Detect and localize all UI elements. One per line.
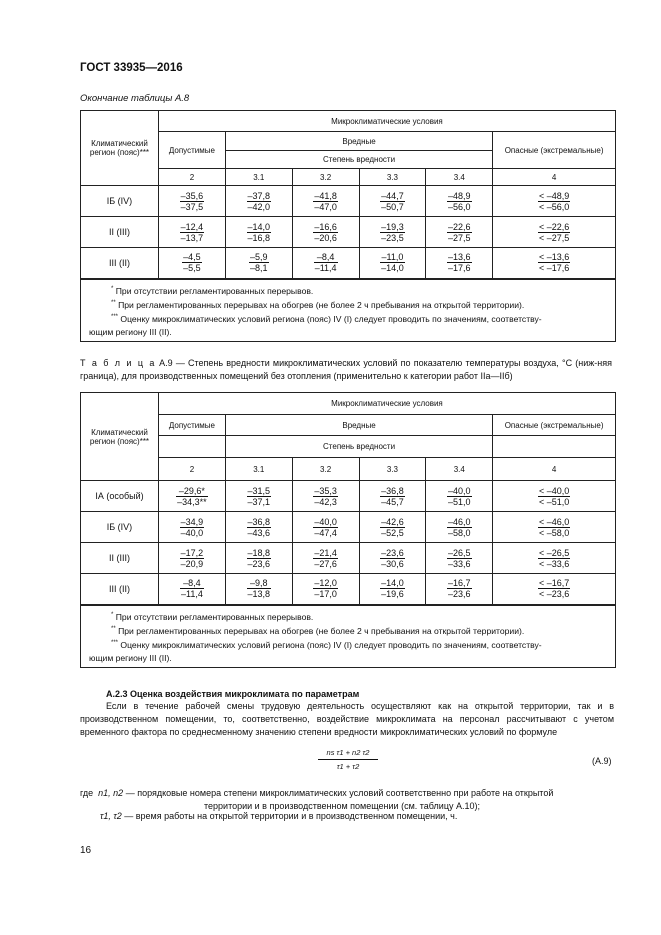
note-1: При отсутствии регламентированных перерывов. xyxy=(115,611,314,622)
table-row xyxy=(81,543,616,574)
value-cell xyxy=(225,186,292,217)
col-num: 3.1 xyxy=(225,169,292,186)
value-lower: –52,5 xyxy=(381,527,404,538)
value-cell xyxy=(359,217,426,248)
value-upper: –48,9 xyxy=(448,190,471,201)
row-label: III (II) xyxy=(81,574,159,605)
value-upper: –16,7 xyxy=(448,578,471,589)
value-lower: < –17,6 xyxy=(538,263,570,274)
value-lower: –37,1 xyxy=(247,496,271,507)
note-2: При регламентированных перерывах на обогрев (не более 2 ч пребывания на открытой территории). xyxy=(118,299,525,310)
where-def-2: — время работы на открытой территории и в производственном помещении, ч. xyxy=(124,811,458,821)
value-lower: –47,0 xyxy=(314,201,337,212)
value-lower: –17,6 xyxy=(448,263,471,274)
value-upper: –36,8 xyxy=(381,485,404,496)
value-cell xyxy=(158,543,225,574)
note-3: Оценку микроклиматических условий региона (пояс) IV (I) следует проводить по значениям, соответству- xyxy=(120,640,542,651)
row-label: IБ (IV) xyxy=(81,512,159,543)
danger-header: Опасные (экстремальные) xyxy=(493,415,616,436)
value-cell xyxy=(493,543,616,574)
table-row xyxy=(81,574,616,605)
value-lower: –51,0 xyxy=(448,496,471,507)
value-lower: –50,7 xyxy=(381,201,404,212)
value-lower: –20,9 xyxy=(180,558,204,569)
value-upper: –12,0 xyxy=(314,578,337,589)
number-row xyxy=(81,169,616,186)
value-upper: –11,0 xyxy=(381,252,404,263)
value-upper: –26,5 xyxy=(448,547,471,558)
value-upper: < –48,9 xyxy=(538,190,570,201)
value-cell xyxy=(426,543,493,574)
value-cell xyxy=(158,217,225,248)
value-lower: –30,6 xyxy=(381,558,404,569)
value-cell xyxy=(292,248,359,279)
value-upper: –40,0 xyxy=(448,485,471,496)
value-upper: –4,5 xyxy=(183,252,201,263)
value-upper: –12,4 xyxy=(180,221,204,232)
value-lower: –14,0 xyxy=(381,263,404,274)
note-1: При отсутствии регламентированных перерывов. xyxy=(115,285,314,296)
value-upper: < –22,6 xyxy=(538,221,570,232)
value-upper: –34,9 xyxy=(180,516,204,527)
value-upper: –29,6* xyxy=(176,486,208,497)
value-lower: < –23,6 xyxy=(538,589,570,600)
danger-header: Опасные (экстремальные) xyxy=(493,132,616,169)
value-lower: –43,6 xyxy=(247,527,271,538)
value-lower: –13,7 xyxy=(180,232,204,243)
page-number: 16 xyxy=(80,845,92,856)
note-2: При регламентированных перерывах на обогрев (не более 2 ч пребывания на открытой территории). xyxy=(118,625,525,636)
row-label: III (II) xyxy=(81,248,159,279)
row-label: II (III) xyxy=(81,543,159,574)
value-upper: –17,2 xyxy=(180,547,204,558)
table-notes: * При отсутствии регламентированных перерывов. ** При регламентированных перерывах на обогрев (не более 2 ч пребывания на открытой территории). *** Оценку микроклиматических условий региона (пояс) IV (I) следует проводить по значениям, соответству- ющим региону III (II). xyxy=(81,279,616,342)
value-cell xyxy=(426,481,493,512)
value-upper: –16,6 xyxy=(314,221,337,232)
value-cell xyxy=(292,512,359,543)
table-row xyxy=(81,481,616,512)
col-num: 3.2 xyxy=(292,458,359,481)
col-num: 3.1 xyxy=(225,458,292,481)
col-num: 4 xyxy=(493,458,616,481)
where-line-2 xyxy=(100,811,457,821)
value-upper: –8,4 xyxy=(180,578,204,589)
row-label: IА (особый) xyxy=(81,481,159,512)
value-cell xyxy=(493,481,616,512)
where-def-1: — порядковые номера степени микроклиматических условий соответственно при работе на открытой xyxy=(125,788,554,798)
value-lower: –13,8 xyxy=(247,589,271,600)
value-upper: –31,5 xyxy=(247,485,271,496)
value-cell xyxy=(225,217,292,248)
value-lower: < –33,6 xyxy=(538,558,570,569)
table-row xyxy=(81,248,616,279)
region-header: Климатический регион (пояс)*** xyxy=(81,111,159,186)
value-lower: –20,6 xyxy=(314,232,337,243)
value-lower: < –56,0 xyxy=(538,201,570,212)
where-terms-1: n1, n2 xyxy=(98,788,124,798)
value-lower: –42,0 xyxy=(247,201,271,212)
col-num: 2 xyxy=(158,169,225,186)
col-num: 2 xyxy=(158,458,225,481)
caption-lead: Т а б л и ц а xyxy=(80,358,156,368)
value-lower: < –58,0 xyxy=(538,527,570,538)
value-cell xyxy=(225,481,292,512)
value-upper: –35,3 xyxy=(314,485,337,496)
value-upper: < –40,0 xyxy=(538,485,570,496)
value-cell xyxy=(359,481,426,512)
value-cell xyxy=(426,186,493,217)
value-cell xyxy=(426,574,493,605)
empty-cell xyxy=(493,436,616,458)
value-lower: –11,4 xyxy=(180,589,203,600)
col-num: 4 xyxy=(493,169,616,186)
degree-header: Степень вредности xyxy=(225,436,492,458)
value-lower: –34,3** xyxy=(177,496,207,507)
formula-numerator: ns τ1 + n2 τ2 xyxy=(318,748,378,760)
allowed-header: Допустимые xyxy=(158,415,225,436)
value-lower: –19,6 xyxy=(381,589,404,600)
value-cell xyxy=(359,186,426,217)
value-cell xyxy=(493,512,616,543)
table-row xyxy=(81,186,616,217)
value-upper: –46,0 xyxy=(448,516,471,527)
value-cell xyxy=(292,574,359,605)
row-label: II (III) xyxy=(81,217,159,248)
value-lower: –17,0 xyxy=(314,589,337,600)
value-upper: –21,4 xyxy=(314,547,337,558)
note-3: Оценку микроклиматических условий региона (пояс) IV (I) следует проводить по значениям, соответству- xyxy=(120,314,542,325)
value-lower: –58,0 xyxy=(448,527,471,538)
value-cell xyxy=(158,481,225,512)
table-row xyxy=(81,217,616,248)
value-lower: –8,1 xyxy=(250,263,268,274)
value-cell xyxy=(292,543,359,574)
row-label: IБ (IV) xyxy=(81,186,159,217)
harmful-header: Вредные xyxy=(225,132,492,151)
value-upper: –37,8 xyxy=(247,190,271,201)
value-upper: –40,0 xyxy=(314,516,337,527)
value-upper: –22,6 xyxy=(448,221,471,232)
value-cell xyxy=(225,543,292,574)
value-upper: –13,6 xyxy=(448,252,471,263)
value-cell xyxy=(359,543,426,574)
table-row xyxy=(81,512,616,543)
caption-text: А.9 — Степень вредности микроклиматических условий по показателю температуры воздуха, °С (ниж-няя граница), для производственных помещений без отопления (применительно к категории работ IIа—IIб) xyxy=(80,358,612,381)
value-lower: –42,3 xyxy=(314,496,337,507)
value-cell xyxy=(359,574,426,605)
value-upper: –8,4 xyxy=(314,252,338,263)
micro-conditions-header: Микроклиматические условия xyxy=(158,111,615,132)
note-3-cont: ющим региону III (II). xyxy=(89,652,172,663)
value-upper: –23,6 xyxy=(381,547,404,558)
value-upper: –41,8 xyxy=(314,190,337,201)
table-a9-caption xyxy=(80,357,612,382)
value-cell xyxy=(292,481,359,512)
value-upper: < –46,0 xyxy=(538,516,570,527)
value-lower: –23,6 xyxy=(247,558,271,569)
value-cell xyxy=(292,186,359,217)
table-a8-caption: Окончание таблицы А.8 xyxy=(80,93,190,104)
value-upper: –42,6 xyxy=(381,516,404,527)
value-cell xyxy=(225,512,292,543)
value-cell xyxy=(493,248,616,279)
value-lower: –40,0 xyxy=(180,527,204,538)
value-cell xyxy=(359,248,426,279)
value-cell xyxy=(493,574,616,605)
value-upper: < –26,5 xyxy=(538,547,570,558)
value-lower: –33,6 xyxy=(448,558,471,569)
value-upper: < –16,7 xyxy=(538,578,570,589)
value-upper: –5,9 xyxy=(250,252,268,263)
value-lower: –47,4 xyxy=(314,527,337,538)
note-3-cont: ющим региону III (II). xyxy=(89,326,172,337)
col-num: 3.2 xyxy=(292,169,359,186)
value-upper: –14,0 xyxy=(247,221,271,232)
value-lower: –27,5 xyxy=(448,232,471,243)
value-upper: –44,7 xyxy=(381,190,404,201)
value-upper: –9,8 xyxy=(247,578,272,589)
value-lower: –27,6 xyxy=(314,558,337,569)
formula xyxy=(318,748,378,771)
value-cell xyxy=(493,217,616,248)
where-def-1-cont: территории и в производственном помещении (см. таблицу А.10); xyxy=(204,800,480,811)
col-num: 3.3 xyxy=(359,169,426,186)
value-lower: –23,6 xyxy=(448,589,471,600)
value-cell xyxy=(158,248,225,279)
value-lower: < –51,0 xyxy=(538,496,570,507)
table-a8 xyxy=(80,110,616,342)
value-cell xyxy=(225,574,292,605)
value-cell xyxy=(158,512,225,543)
section-paragraph: Если в течение рабочей смены трудовую деятельность осуществляют как на открытой территории, так и в производственном помещении, то, соответственно, воздействие микроклимата на персонал рассчитывают с учетом временного фактора по среднесменному значению степени вредности микроклиматических условий по формуле xyxy=(80,701,614,737)
value-cell xyxy=(158,186,225,217)
value-upper: –19,3 xyxy=(381,221,404,232)
value-lower: –45,7 xyxy=(381,496,404,507)
micro-conditions-header: Микроклиматические условия xyxy=(158,393,615,415)
value-cell xyxy=(426,512,493,543)
value-lower: –23,5 xyxy=(381,232,404,243)
table-a9 xyxy=(80,392,616,668)
formula-denominator: τ1 + τ2 xyxy=(336,762,360,771)
value-upper: –36,8 xyxy=(247,516,271,527)
value-lower: –56,0 xyxy=(448,201,471,212)
empty-cell xyxy=(158,436,225,458)
where-word: где xyxy=(80,788,94,798)
value-lower: –16,8 xyxy=(247,232,271,243)
value-upper: –14,0 xyxy=(381,578,404,589)
degree-header: Степень вредности xyxy=(225,151,492,169)
table-notes: * При отсутствии регламентированных перерывов. ** При регламентированных перерывах на обогрев (не более 2 ч пребывания на открытой территории). *** Оценку микроклиматических условий региона (пояс) IV (I) следует проводить по значениям, соответству- ющим региону III (II). xyxy=(81,605,616,668)
value-cell xyxy=(292,217,359,248)
value-upper: –18,8 xyxy=(247,547,271,558)
value-lower: < –27,5 xyxy=(538,232,570,243)
where-terms-2: τ1, τ2 xyxy=(100,811,122,821)
value-cell xyxy=(426,248,493,279)
harmful-header: Вредные xyxy=(225,415,492,436)
value-cell xyxy=(493,186,616,217)
number-row xyxy=(81,458,616,481)
allowed-header: Допустимые xyxy=(158,132,225,169)
section-title: А.2.3 Оценка воздействия микроклимата по параметрам xyxy=(106,689,360,699)
col-num: 3.4 xyxy=(426,458,493,481)
col-num: 3.3 xyxy=(359,458,426,481)
value-cell xyxy=(158,574,225,605)
value-lower: –11,4 xyxy=(314,263,337,274)
value-cell xyxy=(359,512,426,543)
document-header: ГОСТ 33935—2016 xyxy=(80,62,183,74)
region-header: Климатический регион (пояс)*** xyxy=(81,393,159,481)
value-cell xyxy=(426,217,493,248)
value-upper: < –13,6 xyxy=(538,252,570,263)
value-cell xyxy=(225,248,292,279)
value-lower: –5,5 xyxy=(183,263,201,274)
col-num: 3.4 xyxy=(426,169,493,186)
where-block xyxy=(80,787,614,812)
formula-label: (А.9) xyxy=(592,756,612,766)
value-lower: –37,5 xyxy=(180,201,204,212)
value-upper: –35,6 xyxy=(180,190,204,201)
